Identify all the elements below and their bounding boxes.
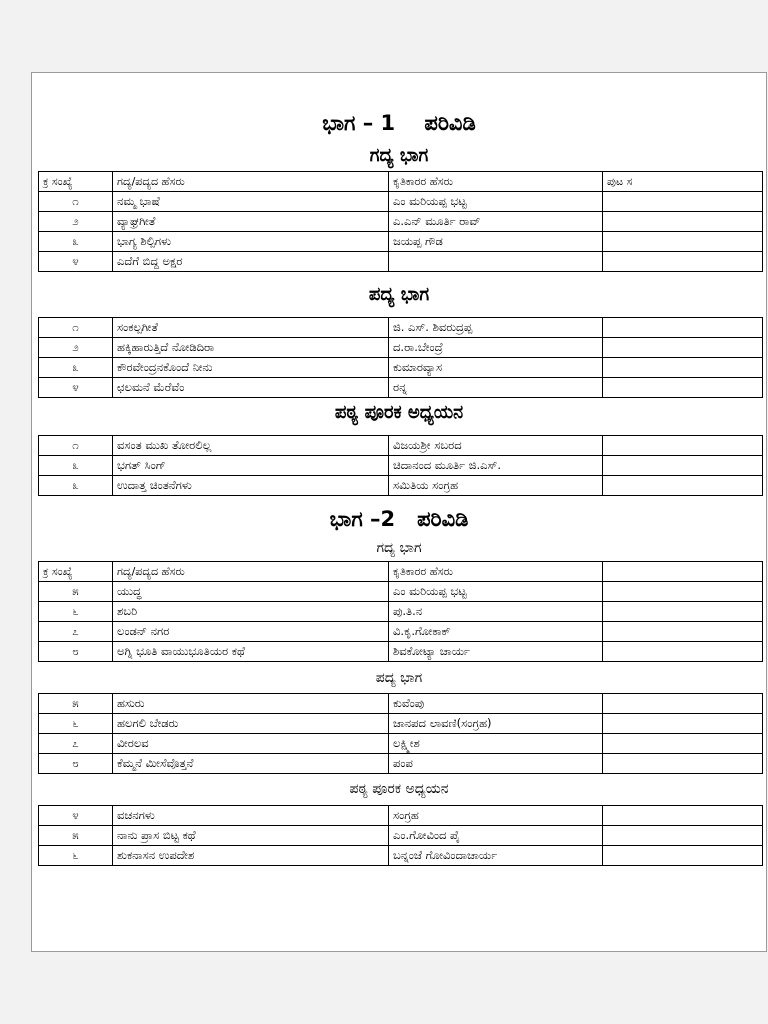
page-cell bbox=[603, 846, 763, 866]
part1-poraka-table bbox=[38, 435, 763, 496]
table-row bbox=[39, 232, 763, 252]
table-row bbox=[39, 734, 763, 754]
title-cell: ಭಗತ್ ಸಿಂಗ್ bbox=[113, 456, 389, 476]
part1-poraka-heading bbox=[32, 401, 766, 425]
author-cell: ಜಯಪ್ಪ ಗೌಡ bbox=[389, 232, 603, 252]
title-cell: ಶುಕನಾಸನ ಉಪದೇಶ bbox=[113, 846, 389, 866]
title-cell: ವಸಂತ ಮುಖ ತೋರಲಿಲ್ಲ bbox=[113, 436, 389, 456]
part2-poraka-table bbox=[38, 805, 763, 866]
serial-cell: ೬ bbox=[39, 846, 113, 866]
title-cell: ಶಬರಿ bbox=[113, 602, 389, 622]
page-cell bbox=[603, 436, 763, 456]
table-row bbox=[39, 754, 763, 774]
serial-cell: ೧ bbox=[39, 192, 113, 212]
part2-padya-heading-text: ಪದ್ಯ ಭಾಗ bbox=[375, 670, 423, 686]
serial-cell: ೩ bbox=[39, 232, 113, 252]
page-cell bbox=[603, 232, 763, 252]
author-cell: ಶಿವಕೋಟ್ಯಾ ಚಾರ್ಯ bbox=[389, 642, 603, 662]
author-cell: ಜಾನಪದ ಲಾವಣಿ(ಸಂಗ್ರಹ) bbox=[389, 714, 603, 734]
author-cell: ಸಮಿತಿಯ ಸಂಗ್ರಹ bbox=[389, 476, 603, 496]
document-page bbox=[31, 72, 767, 952]
part1-padya-heading-text: ಪದ್ಯ ಭಾಗ bbox=[368, 284, 430, 305]
part2-poraka-heading-text: ಪಠ್ಯ ಪೂರಕ ಅಧ್ಯಯನ bbox=[349, 781, 449, 797]
table-row bbox=[39, 622, 763, 642]
table-row bbox=[39, 212, 763, 232]
part1-gadya-heading bbox=[32, 144, 766, 168]
author-cell: ಲಕ್ಷ್ಮೀಶ bbox=[389, 734, 603, 754]
title-cell: ಭಾಗ್ಯ ಶಿಲ್ಪಿಗಳು bbox=[113, 232, 389, 252]
page-cell bbox=[603, 338, 763, 358]
page-cell bbox=[603, 456, 763, 476]
serial-cell: ೩ bbox=[39, 358, 113, 378]
header-page: ಪುಟ ಸ bbox=[603, 172, 763, 192]
title-cell: ಎದೆಗೆ ಬಿದ್ದ ಅಕ್ಷರ bbox=[113, 252, 389, 272]
serial-cell: ೫ bbox=[39, 694, 113, 714]
page-cell bbox=[603, 192, 763, 212]
serial-cell: ೮ bbox=[39, 754, 113, 774]
author-cell: ಎ.ಎನ್ ಮೂರ್ತಿ ರಾವ್ bbox=[389, 212, 603, 232]
part2-poraka-heading bbox=[32, 779, 766, 799]
author-cell: ವಿ.ಕೃ.ಗೋಕಾಕ್ bbox=[389, 622, 603, 642]
page-cell bbox=[603, 734, 763, 754]
table-row bbox=[39, 476, 763, 496]
table-header-row bbox=[39, 172, 763, 192]
author-cell: ಬನ್ನಂಜೆ ಗೋವಿಂದಾಚಾರ್ಯ bbox=[389, 846, 603, 866]
author-cell: ಕುವೆಂಪು bbox=[389, 694, 603, 714]
part2-gadya-heading bbox=[32, 538, 766, 558]
table-row bbox=[39, 714, 763, 734]
author-cell: ದ.ರಾ.ಬೇಂದ್ರೆ bbox=[389, 338, 603, 358]
author-cell: ರನ್ನ bbox=[389, 378, 603, 398]
serial-cell: ೫ bbox=[39, 582, 113, 602]
part1-padya-heading bbox=[32, 283, 766, 307]
page-cell bbox=[603, 252, 763, 272]
author-cell: ಪಂಪ bbox=[389, 754, 603, 774]
part2-title bbox=[32, 505, 766, 533]
page-cell bbox=[603, 714, 763, 734]
page-cell bbox=[603, 622, 763, 642]
page-cell bbox=[603, 806, 763, 826]
serial-cell: ೩ bbox=[39, 476, 113, 496]
page-cell bbox=[603, 582, 763, 602]
table-row bbox=[39, 642, 763, 662]
title-cell: ಉದಾತ್ತ ಚಿಂತನೆಗಳು bbox=[113, 476, 389, 496]
author-cell: ಎಂ.ಗೋವಿಂದ ಪೈ bbox=[389, 826, 603, 846]
table-row bbox=[39, 602, 763, 622]
page-cell bbox=[603, 826, 763, 846]
author-cell: ಎಂ ಮರಿಯಪ್ಪ ಭಟ್ಟ bbox=[389, 582, 603, 602]
serial-cell: ೨ bbox=[39, 338, 113, 358]
part2-padya-table bbox=[38, 693, 763, 774]
serial-cell: ೧ bbox=[39, 436, 113, 456]
part1-title bbox=[32, 109, 766, 137]
part1-gadya-table bbox=[38, 171, 763, 272]
page-cell bbox=[603, 318, 763, 338]
table-row bbox=[39, 358, 763, 378]
serial-cell: ೪ bbox=[39, 806, 113, 826]
title-cell: ಲಂಡನ್ ನಗರ bbox=[113, 622, 389, 642]
title-cell: ಹಕ್ಕಿಹಾರುತ್ತಿದೆ ನೋಡಿದಿರಾ bbox=[113, 338, 389, 358]
table-row bbox=[39, 436, 763, 456]
serial-cell: ೬ bbox=[39, 714, 113, 734]
table-row bbox=[39, 192, 763, 212]
title-cell: ವಚನಗಳು bbox=[113, 806, 389, 826]
page-cell bbox=[603, 212, 763, 232]
table-row bbox=[39, 806, 763, 826]
title-cell: ವ್ಯಾಘ್ರಗೀತೆ bbox=[113, 212, 389, 232]
part2-gadya-heading-text: ಗದ್ಯ ಭಾಗ bbox=[376, 540, 422, 556]
page-cell bbox=[603, 476, 763, 496]
page-cell bbox=[603, 694, 763, 714]
table-row bbox=[39, 378, 763, 398]
title-cell: ಛಲಮನೆ ಮೆರೆವೆಂ bbox=[113, 378, 389, 398]
author-cell bbox=[389, 252, 603, 272]
title-cell: ಕೌರವೇಂದ್ರನಕೊಂದೆ ನೀನು bbox=[113, 358, 389, 378]
serial-cell: ೮ bbox=[39, 642, 113, 662]
header-serial: ಕ್ರ ಸಂಖ್ಯೆ bbox=[39, 172, 113, 192]
table-row bbox=[39, 318, 763, 338]
header-serial: ಕ್ರ ಸಂಖ್ಯೆ bbox=[39, 562, 113, 582]
author-cell: ಸಂಗ್ರಹ bbox=[389, 806, 603, 826]
table-row bbox=[39, 582, 763, 602]
part1-poraka-heading-text: ಪಠ್ಯ ಪೂರಕ ಅಧ್ಯಯನ bbox=[334, 402, 464, 423]
part1-gadya-heading-text: ಗದ್ಯ ಭಾಗ bbox=[369, 145, 429, 166]
serial-cell: ೧ bbox=[39, 318, 113, 338]
header-page bbox=[603, 562, 763, 582]
title-cell: ಹಸುರು bbox=[113, 694, 389, 714]
serial-cell: ೩ bbox=[39, 456, 113, 476]
serial-cell: ೭ bbox=[39, 622, 113, 642]
author-cell: ವಿಜಯಶ್ರೀ ಸಬರದ bbox=[389, 436, 603, 456]
part2-title-text: ಭಾಗ –2 ಪರಿವಿಡಿ bbox=[329, 507, 469, 531]
page-cell bbox=[603, 754, 763, 774]
part2-padya-heading bbox=[32, 668, 766, 688]
page-cell bbox=[603, 602, 763, 622]
table-header-row bbox=[39, 562, 763, 582]
header-author: ಕೃತಿಕಾರರ ಹೆಸರು bbox=[389, 562, 603, 582]
table-row bbox=[39, 456, 763, 476]
title-cell: ಯುದ್ಧ bbox=[113, 582, 389, 602]
title-cell: ಕೆಮ್ಮನೆ ಮೀಸೆವೊತ್ತನೆ bbox=[113, 754, 389, 774]
header-author: ಕೃತಿಕಾರರ ಹೆಸರು bbox=[389, 172, 603, 192]
page-cell bbox=[603, 358, 763, 378]
author-cell: ಪು.ತಿ.ನ bbox=[389, 602, 603, 622]
title-cell: ವೀರಲವ bbox=[113, 734, 389, 754]
part2-gadya-table bbox=[38, 561, 763, 662]
header-title: ಗದ್ಯ/ಪದ್ಯದ ಹೆಸರು bbox=[113, 562, 389, 582]
page-cell bbox=[603, 378, 763, 398]
author-cell: ಎಂ ಮರಿಯಪ್ಪ ಭಟ್ಟ bbox=[389, 192, 603, 212]
page-cell bbox=[603, 642, 763, 662]
serial-cell: ೪ bbox=[39, 378, 113, 398]
title-cell: ಸಂಕಲ್ಪಗೀತೆ bbox=[113, 318, 389, 338]
title-cell: ನಮ್ಮ ಭಾಷೆ bbox=[113, 192, 389, 212]
author-cell: ಜಿ. ಎಸ್. ಶಿವರುದ್ರಪ್ಪ bbox=[389, 318, 603, 338]
title-cell: ಅಗ್ನಿ ಭೂತಿ ವಾಯುಭೂತಿಯರ ಕಥೆ bbox=[113, 642, 389, 662]
table-row bbox=[39, 826, 763, 846]
header-title: ಗದ್ಯ/ಪದ್ಯದ ಹೆಸರು bbox=[113, 172, 389, 192]
serial-cell: ೨ bbox=[39, 212, 113, 232]
serial-cell: ೬ bbox=[39, 602, 113, 622]
title-cell: ಹಲಗಲಿ ಬೇಡರು bbox=[113, 714, 389, 734]
table-row bbox=[39, 252, 763, 272]
table-row bbox=[39, 694, 763, 714]
part1-padya-table bbox=[38, 317, 763, 398]
author-cell: ಕುಮಾರವ್ಯಾಸ bbox=[389, 358, 603, 378]
part1-title-text: ಭಾಗ – 1 ಪರಿವಿಡಿ bbox=[322, 111, 476, 135]
serial-cell: ೫ bbox=[39, 826, 113, 846]
table-row bbox=[39, 846, 763, 866]
table-row bbox=[39, 338, 763, 358]
title-cell: ನಾನು ಪ್ರಾಸ ಬಿಟ್ಟ ಕಥೆ bbox=[113, 826, 389, 846]
author-cell: ಚಿದಾನಂದ ಮೂರ್ತಿ ಜಿ.ಎಸ್. bbox=[389, 456, 603, 476]
serial-cell: ೪ bbox=[39, 252, 113, 272]
serial-cell: ೭ bbox=[39, 734, 113, 754]
